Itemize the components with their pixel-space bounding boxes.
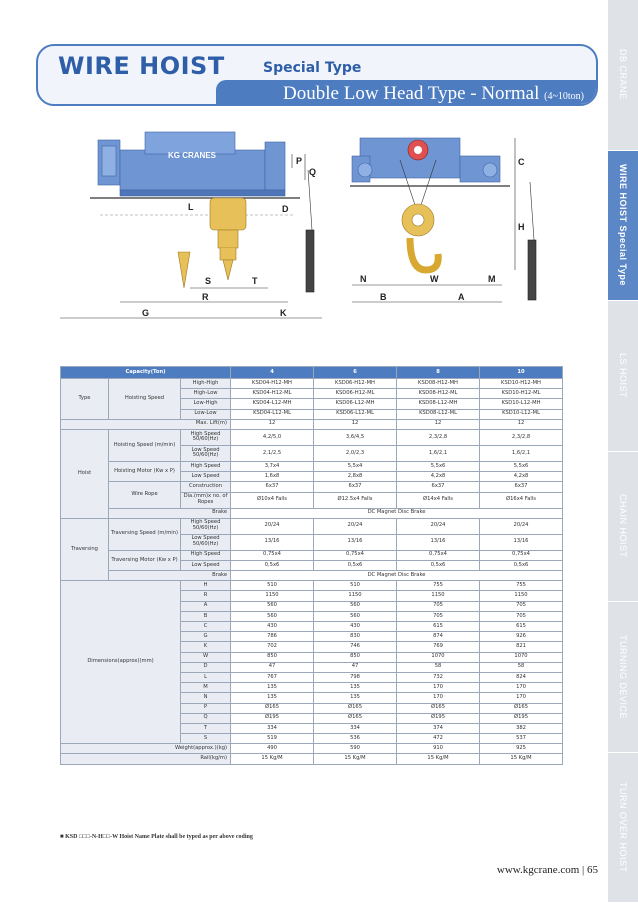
cell: DC Magnet Disc Brake — [231, 571, 563, 581]
cell: 874 — [397, 632, 480, 642]
cell: 334 — [231, 723, 314, 733]
row-label: Construction — [181, 482, 231, 492]
row-label: C — [181, 622, 231, 632]
sub-label: Traversing Motor (Kw x P) — [109, 550, 181, 570]
dim-l: L — [188, 202, 194, 212]
cell: DC Magnet Disc Brake — [231, 508, 563, 518]
cell: 15 Kg/M — [231, 754, 314, 764]
row-label: R — [181, 591, 231, 601]
model-name: Double Low Head Type - Normal — [283, 83, 540, 104]
cell: 472 — [397, 734, 480, 744]
table-row — [61, 518, 563, 534]
cell: 1150 — [314, 591, 397, 601]
cell: 135 — [314, 693, 397, 703]
sub-label: Wire Rope — [109, 482, 181, 508]
cell: 47 — [231, 662, 314, 672]
cell: 6x37 — [480, 482, 563, 492]
cell: 3,7x4 — [231, 461, 314, 471]
cell: 705 — [480, 601, 563, 611]
cell: 13/16 — [231, 534, 314, 550]
cell: 2,0/2,3 — [314, 445, 397, 461]
cell: 1,6/2,1 — [480, 445, 563, 461]
cell: 2,1/2,5 — [231, 445, 314, 461]
cell: 510 — [314, 581, 397, 591]
dim-b: B — [380, 292, 387, 302]
row-label: B — [181, 611, 231, 621]
cell: 1150 — [231, 591, 314, 601]
side-tab-turn-over-hoist[interactable]: TURN OVER HOIST — [608, 753, 638, 903]
spec-table — [60, 366, 563, 765]
row-label: Max. Lift(m) — [61, 419, 231, 429]
row-label: Low Speed 50/60(Hz) — [181, 534, 231, 550]
cell: 2,3/2,8 — [480, 429, 563, 445]
cell: KSD10-H12-MH — [480, 379, 563, 389]
cell: 560 — [314, 601, 397, 611]
cell: 850 — [231, 652, 314, 662]
cell: KSD10-L12-MH — [480, 399, 563, 409]
cell: Ø195 — [397, 713, 480, 723]
dim-c: C — [518, 157, 525, 167]
cell: 12 — [397, 419, 480, 429]
cell: KSD08-L12-ML — [397, 409, 480, 419]
page-footer[interactable]: www.kgcrane.com | 65 — [496, 864, 598, 876]
table-row — [61, 550, 563, 560]
cell: Ø16x4 Falls — [480, 492, 563, 508]
dim-m: M — [488, 274, 496, 284]
cell: Ø165 — [314, 713, 397, 723]
table-header-row — [61, 367, 563, 379]
side-tab-db-crane[interactable]: DB CRANE — [608, 0, 638, 151]
cell: 13/16 — [314, 534, 397, 550]
row-label: Weight(approx.)(kg) — [61, 744, 231, 754]
row-label: T — [181, 723, 231, 733]
dim-r: R — [202, 292, 209, 302]
capacity-col: 6 — [314, 367, 397, 379]
row-label: Dia.(mm)x no. of Ropes — [181, 492, 231, 508]
dimensions-group-label: Dimensions(approx)(mm) — [61, 581, 181, 744]
cell: 2,3/2,8 — [397, 429, 480, 445]
table-row — [61, 461, 563, 471]
cell: KSD08-H12-MH — [397, 379, 480, 389]
cell: 1,6x8 — [231, 472, 314, 482]
row-label: Brake — [109, 508, 231, 518]
cell: 15 Kg/M — [480, 754, 563, 764]
cell: 0,75x4 — [314, 550, 397, 560]
cell: KSD04-H12-MH — [231, 379, 314, 389]
cell: 821 — [480, 642, 563, 652]
coding-note: ■ KSD □□□-N-H□□-W Hoist Name Plate shall be typed as per above coding — [60, 834, 253, 840]
cell: 12 — [314, 419, 397, 429]
dim-g: G — [142, 308, 150, 318]
dimensions-body — [61, 581, 563, 744]
cell: KSD04-L12-ML — [231, 409, 314, 419]
cell: 12 — [480, 419, 563, 429]
row-label: Rail(kg/m) — [61, 754, 231, 764]
row-label: Low Speed — [181, 472, 231, 482]
cell: 705 — [397, 601, 480, 611]
sub-label: Hoisting Speed (m/min) — [109, 429, 181, 461]
cell: 705 — [480, 611, 563, 621]
cell: 1,6/2,1 — [397, 445, 480, 461]
row-label: Q — [181, 713, 231, 723]
cell: 705 — [397, 611, 480, 621]
cell: 5,5x6 — [397, 461, 480, 471]
cell: KSD06-L12-MH — [314, 399, 397, 409]
dim-d: D — [282, 204, 289, 214]
dim-a: A — [458, 292, 465, 302]
cell: Ø10x4 Falls — [231, 492, 314, 508]
sub-label: Traversing Speed (m/min) — [109, 518, 181, 550]
cell: 767 — [231, 672, 314, 682]
cell: 755 — [397, 581, 480, 591]
cell: 20/24 — [314, 518, 397, 534]
row-label: High-Low — [181, 389, 231, 399]
row-label: Low-Low — [181, 409, 231, 419]
side-tab-ls-hoist[interactable]: LS HOIST — [608, 301, 638, 452]
cell: 615 — [480, 622, 563, 632]
table-row — [61, 571, 563, 581]
dim-k: K — [280, 308, 287, 318]
cell: 1070 — [397, 652, 480, 662]
cell: KSD04-H12-ML — [231, 389, 314, 399]
cell: 135 — [231, 693, 314, 703]
cell: 170 — [397, 693, 480, 703]
row-label: Low Speed 50/60(Hz) — [181, 445, 231, 461]
cell: 135 — [231, 683, 314, 693]
cell: KSD06-H12-MH — [314, 379, 397, 389]
cell: 374 — [397, 723, 480, 733]
side-tab-chain-hoist[interactable]: CHAIN HOIST — [608, 452, 638, 603]
dim-s: S — [205, 276, 212, 286]
row-label: M — [181, 683, 231, 693]
model-title — [283, 83, 584, 105]
cell: 13/16 — [480, 534, 563, 550]
cell: 1150 — [480, 591, 563, 601]
cell: Ø165 — [397, 703, 480, 713]
side-tabs — [608, 0, 638, 903]
dim-t: T — [252, 276, 258, 286]
cell: 20/24 — [480, 518, 563, 534]
cell: 824 — [480, 672, 563, 682]
table-row — [61, 419, 563, 429]
cell: 0,75x4 — [397, 550, 480, 560]
capacity-col: 8 — [397, 367, 480, 379]
row-label: P — [181, 703, 231, 713]
cell: 0,5x6 — [480, 560, 563, 570]
cell: 6x37 — [231, 482, 314, 492]
side-tab-turning-device[interactable]: TURNING DEVICE — [608, 602, 638, 753]
cell: KSD06-L12-ML — [314, 409, 397, 419]
cell: 510 — [231, 581, 314, 591]
cell: Ø165 — [231, 703, 314, 713]
cell: 490 — [231, 744, 314, 754]
cell: 0,5x6 — [314, 560, 397, 570]
hoist-drawing — [60, 120, 550, 350]
cell: KSD04-L12-MH — [231, 399, 314, 409]
row-label: K — [181, 642, 231, 652]
table-row — [61, 379, 563, 389]
cell: KSD08-L12-MH — [397, 399, 480, 409]
table-row — [61, 754, 563, 764]
cell: 560 — [314, 611, 397, 621]
cell: Ø12.5x4 Falls — [314, 492, 397, 508]
cell: 615 — [397, 622, 480, 632]
cell: Ø165 — [480, 703, 563, 713]
table-row — [61, 482, 563, 492]
cell: 20/24 — [397, 518, 480, 534]
cell: 830 — [314, 632, 397, 642]
front-view — [60, 132, 322, 318]
cell: 769 — [397, 642, 480, 652]
row-label: High Speed — [181, 550, 231, 560]
table-row — [61, 508, 563, 518]
cell: 537 — [480, 734, 563, 744]
cell: 170 — [397, 683, 480, 693]
cell: 334 — [314, 723, 397, 733]
cell: 4,2/5,0 — [231, 429, 314, 445]
cell: 1150 — [397, 591, 480, 601]
dim-q: Q — [309, 167, 317, 177]
cell: 6x37 — [397, 482, 480, 492]
table-row — [61, 744, 563, 754]
cell: 519 — [231, 734, 314, 744]
row-label: High-High — [181, 379, 231, 389]
cell: 926 — [480, 632, 563, 642]
row-label: Low-High — [181, 399, 231, 409]
cell: 20/24 — [231, 518, 314, 534]
cell: 58 — [397, 662, 480, 672]
row-label: High Speed — [181, 461, 231, 471]
traversing-group-label: Traversing — [61, 518, 109, 581]
cell: 560 — [231, 601, 314, 611]
cell: 0,75x4 — [231, 550, 314, 560]
cell: 4,2x8 — [480, 472, 563, 482]
cell: 746 — [314, 642, 397, 652]
cell: 170 — [480, 683, 563, 693]
type-group-label: Type — [61, 379, 109, 420]
dim-n: N — [360, 274, 367, 284]
sub-label: Hoisting Motor (Kw x P) — [109, 461, 181, 481]
table-row — [61, 581, 563, 591]
row-label: D — [181, 662, 231, 672]
cell: 702 — [231, 642, 314, 652]
cell: 560 — [231, 611, 314, 621]
cell: 732 — [397, 672, 480, 682]
cell: Ø165 — [314, 703, 397, 713]
row-label: High Speed 50/60(Hz) — [181, 518, 231, 534]
cell: 13/16 — [397, 534, 480, 550]
cell: Ø14x4 Falls — [397, 492, 480, 508]
cell: 430 — [314, 622, 397, 632]
cell: 382 — [480, 723, 563, 733]
cell: 6x37 — [314, 482, 397, 492]
cell: 2,8x8 — [314, 472, 397, 482]
cell: 925 — [480, 744, 563, 754]
cell: 850 — [314, 652, 397, 662]
row-label: G — [181, 632, 231, 642]
cell: 755 — [480, 581, 563, 591]
row-label: L — [181, 672, 231, 682]
cell: 536 — [314, 734, 397, 744]
cell: 135 — [314, 683, 397, 693]
cell: KSD06-H12-ML — [314, 389, 397, 399]
cell: 12 — [231, 419, 314, 429]
cell: 786 — [231, 632, 314, 642]
hoist-group-label: Hoist — [61, 429, 109, 518]
side-tab-wire-hoist[interactable]: WIRE HOIST Special Type — [608, 151, 638, 302]
row-label: A — [181, 601, 231, 611]
cell: 590 — [314, 744, 397, 754]
cell: 15 Kg/M — [314, 754, 397, 764]
cell: 5,5x6 — [480, 461, 563, 471]
capacity-label: Capacity(Ton) — [61, 367, 231, 379]
brand-label: KG CRANES — [168, 151, 217, 160]
page-title: WIRE HOIST — [58, 52, 225, 80]
page-header — [36, 44, 598, 106]
cell: KSD10-L12-ML — [480, 409, 563, 419]
cell: 910 — [397, 744, 480, 754]
row-label: N — [181, 693, 231, 703]
row-label: Brake — [109, 571, 231, 581]
cell: 0,5x6 — [231, 560, 314, 570]
capacity-col: 10 — [480, 367, 563, 379]
model-range: (4~10ton) — [544, 91, 584, 102]
cell: 58 — [480, 662, 563, 672]
cell: 47 — [314, 662, 397, 672]
side-view — [350, 138, 536, 302]
table-row — [61, 429, 563, 445]
cell: 15 Kg/M — [397, 754, 480, 764]
dim-p: P — [296, 156, 303, 166]
cell: 0,75x4 — [480, 550, 563, 560]
dim-h: H — [518, 222, 525, 232]
dim-w: W — [430, 274, 439, 284]
cell: 0,5x6 — [397, 560, 480, 570]
page-subtitle: Special Type — [263, 60, 362, 76]
row-label: W — [181, 652, 231, 662]
cell: 5,5x4 — [314, 461, 397, 471]
row-label: S — [181, 734, 231, 744]
row-label: Low Speed — [181, 560, 231, 570]
row-label: High Speed 50/60(Hz) — [181, 429, 231, 445]
cell: KSD08-H12-ML — [397, 389, 480, 399]
cell: Ø195 — [231, 713, 314, 723]
cell: 4,2x8 — [397, 472, 480, 482]
cell: 170 — [480, 693, 563, 703]
capacity-col: 4 — [231, 367, 314, 379]
cell: Ø195 — [480, 713, 563, 723]
cell: KSD10-H12-ML — [480, 389, 563, 399]
cell: 430 — [231, 622, 314, 632]
hoisting-speed-label: Hoisting Speed — [109, 379, 181, 420]
cell: 798 — [314, 672, 397, 682]
row-label: H — [181, 581, 231, 591]
cell: 1070 — [480, 652, 563, 662]
cell: 3,6/4,5 — [314, 429, 397, 445]
